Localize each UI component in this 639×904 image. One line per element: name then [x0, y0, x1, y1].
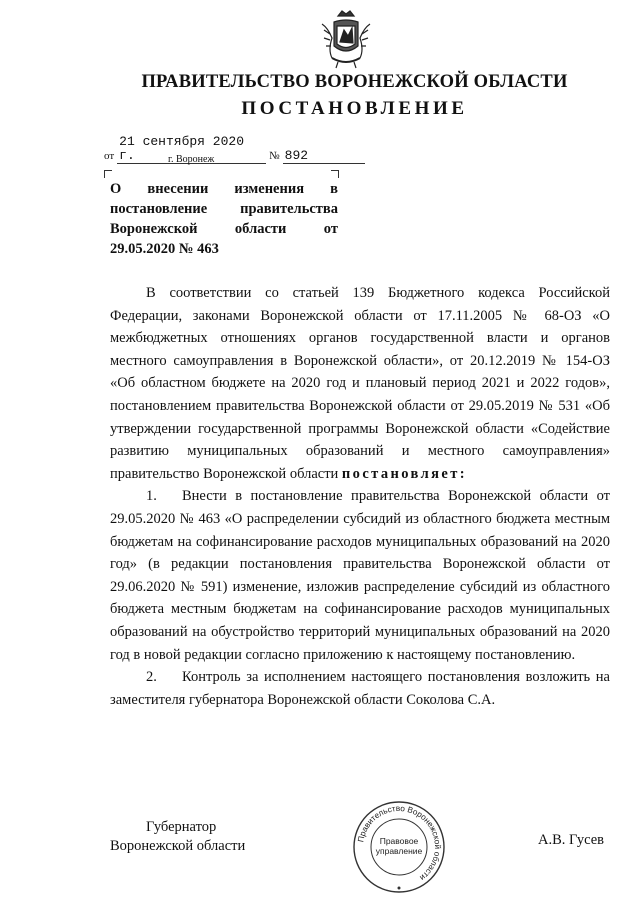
item-number: 2. [146, 669, 157, 686]
item-number: 1. [146, 488, 157, 505]
organization-title: ПРАВИТЕЛЬСТВО ВОРОНЕЖСКОЙ ОБЛАСТИ [141, 72, 568, 92]
item-text: Контроль за исполнением настоящего постановления возложить на заместителя губернатора Воронежской области Соколова С.А. [110, 669, 610, 708]
preamble-text: В соответствии со статьей 139 Бюджетного кодекса Российской Федерации, законами Воронежской области от 17.11.2005 № 68-ОЗ «О межбюджетных отношениях органов государственной власти и органов местного самоуправления в Воронежской области», от 20.12.2019 № 154-ОЗ «Об областном бюджете на 2020 год и плановый период 2021 и 2022 годов», постановлением правительства Воронежской области от 29.05.2019 № 531 «Об утверждении государственной программы Воронежской области «Содействие развитию муниципальных образований и местного самоуправления» правительство Воронежской области [110, 285, 610, 482]
subject-line: постановление правительства [110, 201, 338, 217]
city: г. Воронеж [168, 154, 215, 165]
subject-corner-left [104, 170, 112, 178]
signatory-title [110, 818, 245, 856]
signatory-name: А.В. Гусев [538, 832, 604, 848]
resolves-word: постановляет: [341, 465, 467, 482]
preamble-paragraph [110, 282, 610, 485]
document-type: ПОСТАНОВЛЕНИЕ [241, 98, 468, 119]
date-prefix: от [104, 150, 115, 162]
item-text: Внести в постановление правительства Воронежской области от 29.05.2020 № 463 «О распределении субсидий из областного бюджета местным бюджетам на софинансирование расходов муниципальных образований на 2020 год» (в редакции постановления правительства Воронежской области от 29.06.2020 № 591) изменение, изложив распределение субсидий из областного бюджета местным бюджетам на софинансирование расходов муниципальных образований на обустройство территорий муниципальных образований на 2020 год в новой редакции согласно приложению к настоящему постановлению. [110, 488, 610, 663]
signatory-title-line: Воронежской области [110, 838, 246, 854]
signatory-title-line: Губернатор [146, 819, 217, 835]
item-2-paragraph [110, 666, 610, 711]
stamp-outer-text: Правительство Воронежской области [356, 803, 443, 883]
document-date: 21 сентября 2020 г. [117, 135, 266, 164]
stamp-inner-text: Правовое управление [375, 836, 423, 856]
document-subject [110, 179, 338, 259]
subject-line: О внесении изменения в [110, 181, 338, 197]
coat-of-arms-icon [318, 8, 374, 70]
document-body [110, 282, 610, 711]
subject-corner-right [331, 170, 339, 178]
date-number-line [104, 135, 365, 164]
item-1-paragraph [110, 485, 610, 666]
document-number: 892 [283, 149, 365, 164]
subject-line: 29.05.2020 № 463 [110, 241, 219, 257]
number-prefix: № [269, 150, 280, 162]
official-stamp [352, 800, 446, 894]
subject-line: Воронежской области от [110, 221, 338, 237]
